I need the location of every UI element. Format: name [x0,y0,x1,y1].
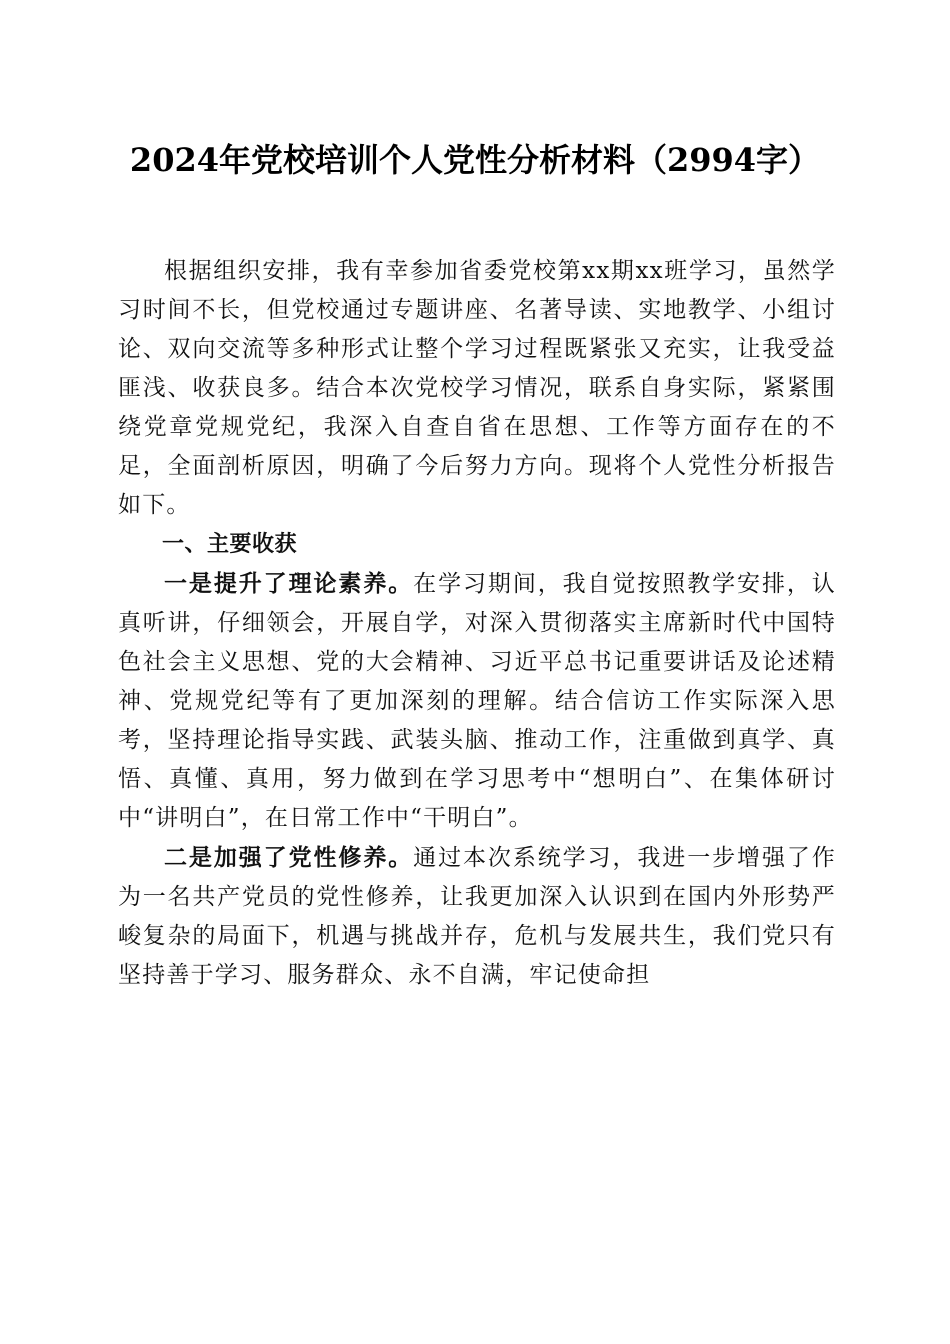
gain-item-1-text: 在学习期间，我自觉按照教学安排，认真听讲，仔细领会，开展自学，对深入贯彻落实主席新时代中国特色社会主义思想、党的大会精神、习近平总书记重要讲话及论述精神、党规党纪等有了更加深刻的理解。结合信访工作实际深入思考，坚持理论指导实践、武装头脑、推动工作，注重做到真学、真悟、真懂、真用，努力做到在学习思考中“想明白”、在集体研讨中“讲明白”，在日常工作中“干明白”。 [118,571,836,831]
document-title: 2024年党校培训个人党性分析材料（2994字） [129,141,821,179]
document-body [118,252,836,995]
intro-paragraph: 根据组织安排，我有幸参加省委党校第xx期xx班学习，虽然学习时间不长，但党校通过专题讲座、名著导读、实地教学、小组讨论、双向交流等多种形式让整个学习过程既紧张又充实，让我受益匪浅、收获良多。结合本次党校学习情况，联系自身实际，紧紧围绕党章党规党纪，我深入自查自省在思想、工作等方面存在的不足，全面剖析原因，明确了今后努力方向。现将个人党性分析报告如下。 [118,258,836,518]
gain-item-2-lead: 二是加强了党性修养。 [164,844,414,871]
gain-item-1 [118,564,836,838]
gain-item-2 [118,838,836,995]
gain-item-2-text: 通过本次系统学习，我进一步增强了作为一名共产党员的党性修养，让我更加深入认识到在国内外形势严峻复杂的局面下，机遇与挑战并存，危机与发展共生，我们党只有坚持善于学习、服务群众、永不自满，牢记使命担 [118,845,836,988]
section-heading-main-gains: 一、主要收获 [162,532,298,557]
gain-item-1-lead: 一是提升了理论素养。 [164,570,414,597]
